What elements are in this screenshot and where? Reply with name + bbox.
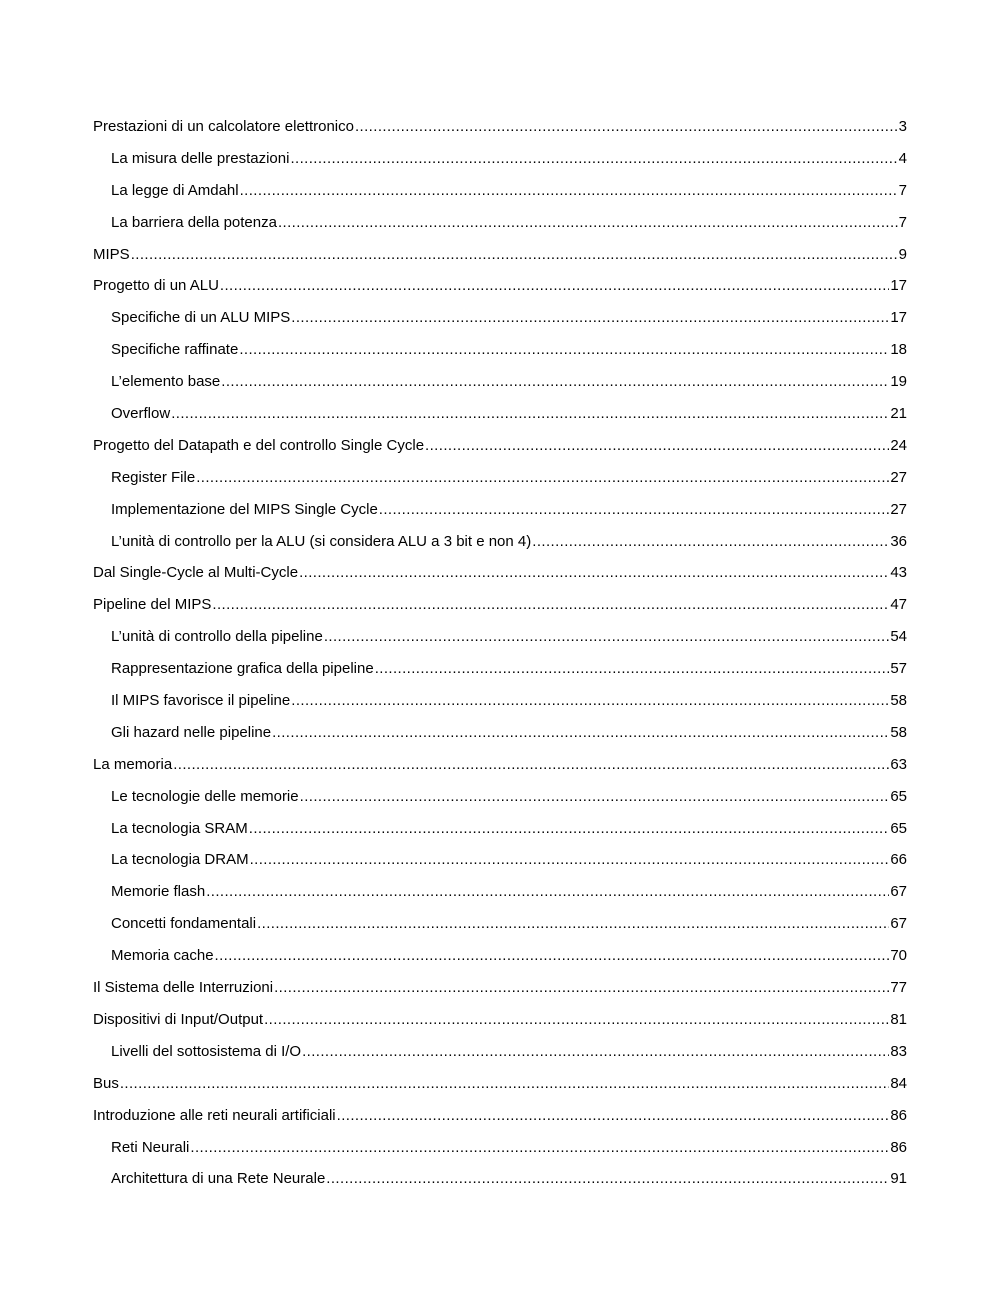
toc-dot-leader	[257, 908, 889, 940]
toc-entry-page-number: 21	[890, 405, 907, 423]
toc-chapter-entry[interactable]	[93, 749, 907, 781]
toc-dot-leader	[206, 876, 889, 908]
toc-entry-page-number: 47	[890, 596, 907, 614]
toc-dot-leader	[324, 621, 889, 653]
toc-section-entry[interactable]	[93, 1036, 907, 1068]
toc-dot-leader	[355, 111, 898, 143]
toc-entry-page-number: 77	[890, 979, 907, 997]
toc-dot-leader	[250, 844, 890, 876]
toc-dot-leader	[375, 653, 890, 685]
toc-entry-title: Prestazioni di un calcolatore elettronico	[93, 118, 354, 135]
toc-section-entry[interactable]	[93, 366, 907, 398]
toc-section-entry[interactable]	[93, 302, 907, 334]
toc-entry-page-number: 18	[890, 341, 907, 359]
toc-entry-title: Dispositivi di Input/Output	[93, 1010, 264, 1028]
toc-dot-leader	[171, 398, 889, 430]
toc-dot-leader	[291, 685, 889, 717]
toc-dot-leader	[190, 1132, 889, 1164]
toc-section-entry[interactable]	[93, 462, 907, 494]
toc-entry-page-number: 17	[890, 309, 907, 327]
toc-chapter-entry[interactable]	[93, 430, 907, 462]
toc-entry-page-number: 3	[898, 118, 907, 135]
toc-entry-title: Progetto di un ALU	[93, 277, 219, 295]
toc-dot-leader	[300, 781, 890, 813]
toc-entry-title: La tecnologia DRAM	[111, 851, 249, 869]
toc-dot-leader	[425, 430, 889, 462]
toc-entry-page-number: 86	[890, 1138, 907, 1156]
toc-entry-page-number: 19	[890, 373, 907, 391]
toc-dot-leader	[212, 589, 889, 621]
toc-entry-page-number: 54	[890, 628, 907, 646]
toc-entry-title: Il MIPS favorisce il pipeline	[111, 692, 291, 710]
toc-dot-leader	[264, 1004, 889, 1036]
toc-section-entry[interactable]	[93, 876, 907, 908]
toc-section-entry[interactable]	[93, 813, 907, 845]
toc-chapter-entry[interactable]	[93, 239, 907, 271]
toc-entry-page-number: 36	[890, 532, 907, 550]
toc-dot-leader	[326, 1163, 889, 1195]
toc-entry-page-number: 91	[890, 1170, 907, 1188]
toc-section-entry[interactable]	[93, 908, 907, 940]
toc-entry-page-number: 57	[890, 660, 907, 678]
toc-chapter-entry[interactable]	[93, 557, 907, 589]
toc-entry-title: Le tecnologie delle memorie	[111, 787, 299, 805]
toc-dot-leader	[532, 526, 889, 558]
toc-dot-leader	[196, 462, 889, 494]
toc-entry-title: Overflow	[111, 405, 171, 423]
toc-entry-title: Introduzione alle reti neurali artificiali	[93, 1106, 336, 1124]
toc-chapter-entry[interactable]	[93, 589, 907, 621]
toc-section-entry[interactable]	[93, 844, 907, 876]
toc-entry-page-number: 67	[890, 883, 907, 901]
toc-entry-title: Gli hazard nelle pipeline	[111, 723, 272, 741]
toc-entry-page-number: 58	[890, 692, 907, 710]
toc-dot-leader	[291, 302, 889, 334]
toc-section-entry[interactable]	[93, 685, 907, 717]
toc-entry-title: Concetti fondamentali	[111, 915, 257, 933]
toc-section-entry[interactable]	[93, 175, 907, 207]
toc-entry-title: Dal Single-Cycle al Multi-Cycle	[93, 564, 299, 582]
toc-entry-title: Rappresentazione grafica della pipeline	[111, 660, 374, 678]
toc-entry-title: Register File	[111, 468, 196, 486]
toc-chapter-entry[interactable]	[93, 1068, 907, 1100]
toc-entry-page-number: 66	[890, 851, 907, 869]
toc-dot-leader	[299, 557, 889, 589]
toc-section-entry[interactable]	[93, 143, 907, 175]
toc-entry-page-number: 65	[890, 819, 907, 837]
toc-chapter-entry[interactable]	[93, 1004, 907, 1036]
toc-entry-title: L’unità di controllo della pipeline	[111, 628, 323, 646]
toc-dot-leader	[240, 175, 898, 207]
toc-section-entry[interactable]	[93, 1132, 907, 1164]
toc-dot-leader	[220, 270, 889, 302]
toc-entry-title: Specifiche di un ALU MIPS	[111, 309, 291, 327]
toc-chapter-entry[interactable]	[93, 111, 907, 143]
toc-section-entry[interactable]	[93, 717, 907, 749]
toc-entry-page-number: 9	[898, 245, 907, 263]
toc-dot-leader	[337, 1100, 890, 1132]
toc-dot-leader	[239, 334, 889, 366]
toc-entry-page-number: 70	[890, 947, 907, 965]
toc-entry-page-number: 27	[890, 500, 907, 518]
toc-dot-leader	[278, 207, 898, 239]
toc-entry-title: Pipeline del MIPS	[93, 596, 212, 614]
toc-entry-title: Il Sistema delle Interruzioni	[93, 979, 274, 997]
toc-entry-page-number: 67	[890, 915, 907, 933]
toc-dot-leader	[379, 494, 890, 526]
toc-dot-leader	[272, 717, 889, 749]
toc-section-entry[interactable]	[93, 653, 907, 685]
toc-entry-page-number: 84	[890, 1074, 907, 1092]
toc-entry-page-number: 7	[898, 181, 907, 199]
table-of-contents	[93, 111, 907, 1195]
toc-entry-title: La legge di Amdahl	[111, 181, 239, 199]
toc-entry-page-number: 58	[890, 723, 907, 741]
toc-chapter-entry[interactable]	[93, 270, 907, 302]
toc-dot-leader	[120, 1068, 889, 1100]
toc-entry-title: Reti Neurali	[111, 1138, 190, 1156]
toc-dot-leader	[249, 813, 890, 845]
toc-chapter-entry[interactable]	[93, 1100, 907, 1132]
toc-dot-leader	[302, 1036, 889, 1068]
toc-entry-title: La misura delle prestazioni	[111, 149, 290, 167]
toc-entry-page-number: 7	[898, 213, 907, 231]
toc-section-entry[interactable]	[93, 494, 907, 526]
toc-entry-title: Architettura di una Rete Neurale	[111, 1170, 326, 1188]
toc-entry-title: Specifiche raffinate	[111, 341, 239, 359]
toc-entry-title: La barriera della potenza	[111, 213, 277, 231]
toc-section-entry[interactable]	[93, 526, 907, 558]
toc-entry-title: Bus	[93, 1074, 119, 1092]
toc-chapter-entry[interactable]	[93, 972, 907, 1004]
toc-dot-leader	[173, 749, 889, 781]
toc-entry-title: Implementazione del MIPS Single Cycle	[111, 500, 378, 518]
toc-entry-title: MIPS	[93, 245, 130, 263]
toc-section-entry[interactable]	[93, 334, 907, 366]
toc-section-entry[interactable]	[93, 207, 907, 239]
toc-section-entry[interactable]	[93, 621, 907, 653]
toc-entry-page-number: 86	[890, 1106, 907, 1124]
toc-entry-page-number: 4	[898, 149, 907, 167]
toc-dot-leader	[274, 972, 889, 1004]
toc-entry-page-number: 81	[890, 1010, 907, 1028]
toc-entry-page-number: 63	[890, 755, 907, 773]
toc-entry-title: Livelli del sottosistema di I/O	[111, 1042, 302, 1060]
toc-entry-page-number: 24	[890, 436, 907, 454]
toc-dot-leader	[290, 143, 897, 175]
toc-entry-page-number: 43	[890, 564, 907, 582]
toc-entry-title: Progetto del Datapath e del controllo Single Cycle	[93, 436, 425, 454]
toc-entry-title: L’elemento base	[111, 373, 221, 391]
toc-entry-page-number: 65	[890, 787, 907, 805]
toc-entry-page-number: 83	[890, 1042, 907, 1060]
toc-section-entry[interactable]	[93, 781, 907, 813]
toc-entry-page-number: 27	[890, 468, 907, 486]
toc-entry-title: Memoria cache	[111, 947, 214, 965]
toc-section-entry[interactable]	[93, 398, 907, 430]
toc-entry-page-number: 17	[890, 277, 907, 295]
toc-entry-title: L’unità di controllo per la ALU (si considera ALU a 3 bit e non 4)	[111, 532, 532, 550]
toc-dot-leader	[221, 366, 889, 398]
toc-section-entry[interactable]	[93, 940, 907, 972]
toc-section-entry[interactable]	[93, 1163, 907, 1195]
toc-entry-title: Memorie flash	[111, 883, 206, 901]
toc-entry-title: La memoria	[93, 755, 173, 773]
toc-dot-leader	[215, 940, 890, 972]
toc-entry-title: La tecnologia SRAM	[111, 819, 248, 837]
toc-dot-leader	[131, 239, 898, 271]
